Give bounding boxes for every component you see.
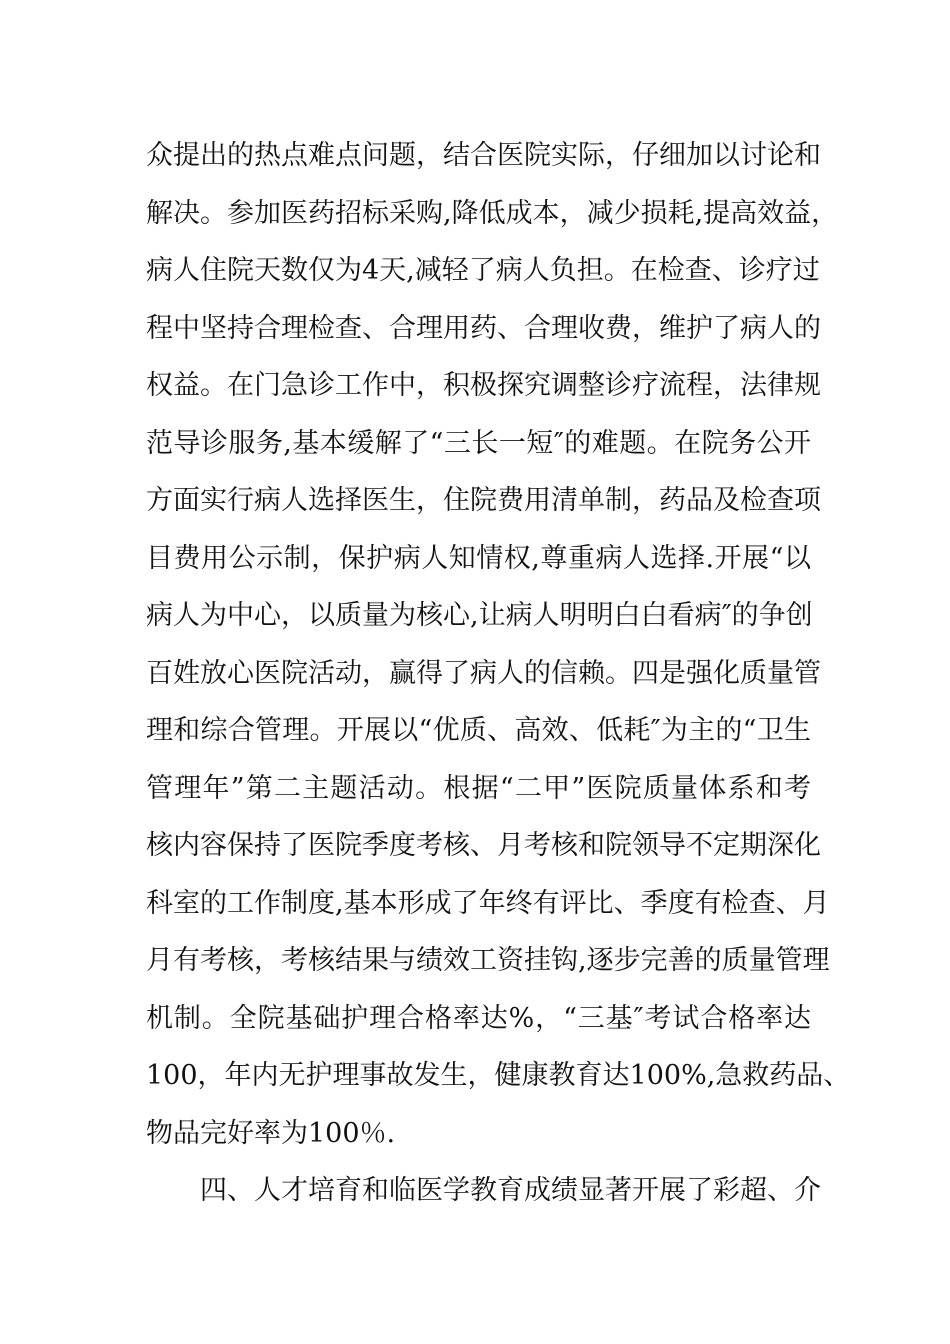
text-line: 核内容保持了医院季度考核、月考核和院领导不定期深化 [146, 830, 821, 861]
text-line: 科室的工作制度,基本形成了年终有评比、季度有检查、月 [146, 887, 830, 919]
text-line: 百姓放心医院活动，赢得了病人的信赖。四是强化质量管 [146, 657, 821, 689]
section-heading-line: 四、人才培育和临医学教育成绩显著开展了彩超、介 [200, 1175, 821, 1206]
document-body [146, 127, 851, 1220]
text-line: 理和综合管理。开展以“优质、高效、低耗″为主的“卫生 [146, 715, 811, 746]
text-line: 目费用公示制，保护病人知情权,尊重病人选择.开展“以 [146, 542, 811, 574]
text-line: 月有考核，考核结果与绩效工资挂钩,逐步完善的质量管理 [146, 945, 830, 976]
text-line: 100，年内无护理事故发生，健康教育达100%,急救药品、 [146, 1060, 851, 1091]
text-line: 病人为中心，以质量为核心,让病人明明白白看病″的争创 [146, 600, 813, 631]
text-line: 病人住院天数仅为4天,减轻了病人负担。在检查、诊疗过 [146, 255, 820, 286]
text-line: 权益。在门急诊工作中，积极探究调整诊疗流程，法律规 [146, 370, 821, 401]
text-line: 解决。参加医药招标采购,降低成本，减少损耗,提高效益， [146, 197, 839, 229]
text-line: 程中坚持合理检查、合理用药、合理收费，维护了病人的 [146, 312, 821, 344]
text-line: 方面实行病人选择医生，住院费用清单制，药品及检查项 [146, 485, 821, 516]
text-line: 范导诊服务,基本缓解了“三长一短″的难题。在院务公开 [146, 427, 811, 459]
text-line: 管理年”第二主题活动。根据“二甲”医院质量体系和考 [146, 772, 811, 804]
text-line: 众提出的热点难点问题，结合医院实际，仔细加以讨论和 [146, 140, 821, 171]
paragraph-end-line: 物品完好率为100％. [146, 1117, 396, 1149]
text-line: 机制。全院基础护理合格率达%，“三基″考试合格率达 [146, 1002, 811, 1034]
